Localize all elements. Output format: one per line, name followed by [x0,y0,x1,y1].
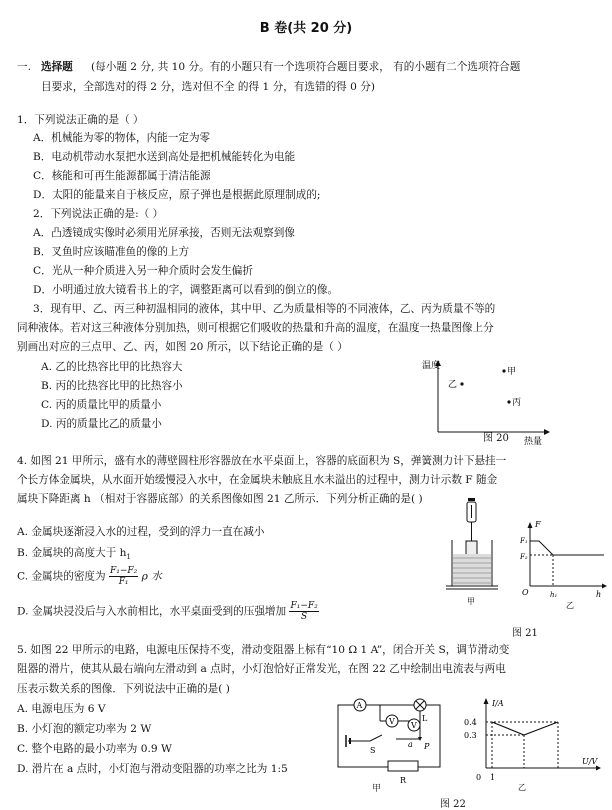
q2-stem: 2．下列说法正确的是:（ ） [33,208,164,220]
fig20-caption: 图 20 [483,433,509,444]
section-heading: 选择题 [41,61,73,73]
fig22-xlabel: U/V [582,757,598,766]
q2-option-d: D．小明通过放大镜看书上的字，调整距离可以看到的倒立的像。 [33,284,339,296]
fig22-tick-04: 0.4 [464,718,477,727]
q5-option-a: A. 电源电压为 6 V [17,703,106,715]
q1-option-b: B．电动机带动水泵把水送到高处是把机械能转化为电能 [33,151,296,163]
fig21-h1-label: h₁ [550,591,558,599]
q4-option-d-fraction [289,601,318,622]
fig22-x-arrow [596,766,601,771]
fig21-f1-label: F₁ [520,537,528,545]
q4-d-denominator: S [301,612,308,622]
q4-option-c-fraction [109,566,138,587]
q5-line1: 5. 如图 22 甲所示的电路，电源电压保持不变，滑动变阻器上标有“10 Ω 1 A”，闭合开关 S，调节滑动变 [17,644,510,656]
fig21-origin: O [522,588,529,597]
q4-option-d-prefix: D. 金属块浸没后与入水前相比，水平桌面受到的压强增加 [17,605,287,618]
q3-line2: 同种液体。若对这三种液体分别加热，则可根据它们吸收的热量和升高的温度，在温度一热量图像上分 [17,322,494,334]
fig21-y-arrow [528,522,533,528]
q4-option-b-text: B. 金属块的高度大于 h [17,547,127,559]
q1-option-a: A．机械能为零的物体，内能一定为零 [33,132,211,144]
voltmeter1-label: V [389,717,395,726]
fig21-caption: 图 21 [512,628,538,639]
rheostat-label: R [400,776,407,785]
fig21-label-yi: 乙 [566,601,574,610]
q5-option-d: D. 滑片在 a 点时，小灯泡与滑动变阻器的功率之比为 1:5 [17,763,288,775]
fig21-hook [468,498,475,501]
q5-option-c: C. 整个电路的最小功率为 0.9 W [17,743,172,755]
lamp-label: L [422,714,428,723]
fig22-tick-03: 0.3 [464,731,477,740]
point-a-label: a [408,740,413,749]
q4-line2: 个长方体金属块，从水面开始缓慢浸入水中，在金属块未触底且水未溢出的过程中，测力计示数 F 随金 [17,474,498,486]
q1-stem: 1．下列说法正确的是（ ） [17,114,144,126]
fig20-x-arrow [544,429,550,435]
fig22-caption: 图 22 [440,799,466,810]
q3-line3: 别画出对应的三点甲、乙、丙，如图 20 所示，以下结论正确的是（ ） [17,341,348,353]
q4-d-numerator: F₁−F₂ [290,601,318,611]
q3-line1: 3．现有甲、乙、丙三种初温相同的液体，其中甲、乙为质量相等的不同液体，乙、丙为质量不等的 [33,303,496,315]
q3-option-d: D. 丙的质量比乙的质量小 [41,418,162,430]
q4-line1: 4. 如图 21 甲所示，盛有水的薄壁圆柱形容器放在水平桌面上，容器的底面积为 S，弹簧测力计下悬挂一 [17,455,507,467]
section-intro-line2: 目要求，全部选对的得 2 分，选对但不全 的得 1 分，有选错的得 0 分) [41,81,375,93]
fig20-xlabel: 热量 [524,437,543,446]
fig22-label-jia: 甲 [372,784,382,794]
fig20-point-yi [460,382,463,385]
fig21-f2-label: F₂ [520,553,528,561]
figure-22-circuit [334,695,446,787]
q5-option-b: B. 小灯泡的额定功率为 2 W [17,723,152,735]
q1-option-d: D．太阳的能量来自于核反应，原子弹也是根据此原理制成的; [33,189,321,201]
section-number: 一. [17,61,31,73]
q1-option-c: C．核能和可再生能源都属于清洁能源 [33,170,211,182]
q4-option-b-sub: 1 [126,553,131,562]
slider-p-label: P [424,742,430,751]
fig22-ylabel: I/A [492,699,504,708]
fig20-label-bing: 丙 [512,398,522,408]
q5-line3: 压表示数关系的图像．下列说法中正确的是( ) [17,683,230,695]
figure-22-graph [452,694,604,794]
switch-icon [370,735,382,741]
fig20-label-jia: 甲 [507,367,517,377]
fig20-point-jia [502,369,505,372]
q4-c-denominator: F₁ [118,577,129,587]
q3-option-a: A. 乙的比热容比甲的比热容大 [41,361,183,373]
ammeter-label: A [356,701,363,710]
voltmeter2-label: V [411,721,417,730]
q4-c-numerator: F₁−F₂ [110,566,138,576]
q4-option-c-prefix: C. 金属块的密度为 [17,570,106,583]
fig21-label-jia: 甲 [467,597,475,606]
fig22-y-arrow [484,698,489,704]
q4-option-d [17,601,319,622]
q3-option-b: B. 丙的比热容比甲的比热容小 [41,380,183,392]
q2-option-a: A．凸透镜成实像时必须用光屏承接，否则无法观察到像 [33,227,295,239]
fig21-curve [530,541,604,555]
fig20-point-bing [507,400,510,403]
q4-line3: 属块下降距离 h （相对于容器底部）的关系图像如图 21 乙所示．下列分析正确的是( ) [17,493,423,505]
fig22-tick-1: 1 [490,773,496,782]
fig21-ylabel: F [535,520,541,529]
fig21-xlabel: h [596,590,602,599]
fig20-label-yi: 乙 [448,380,458,390]
section-intro-line1: (每小题 2 分, 共 10 分。有的小题只有一个选项符合题目要求， 有的小题有二个选项符合题 [91,61,521,73]
page-title: B 卷(共 20 分) [259,21,353,36]
q4-option-c [17,566,162,587]
q2-option-b: B．叉鱼时应该瞄准鱼的像的上方 [33,246,190,258]
switch-label: S [370,746,376,755]
q5-line2: 阻器的滑片，使其从最右端向左滑动到 a 点时，小灯泡恰好正常发光，在图 22 乙中绘制出电流表与两电 [17,663,506,675]
fig22-label-yi: 乙 [518,783,526,792]
fig22-origin: 0 [476,773,482,782]
fig22-curve [492,722,558,735]
figure-21 [446,496,608,622]
fig21-water [453,554,491,585]
q4-option-c-suffix: ρ 水 [141,570,162,583]
fig21-x-arrow [602,584,607,589]
q2-option-c: C．光从一种介质进入另一种介质时会发生偏折 [33,265,253,277]
q4-option-a: A. 金属块逐渐浸入水的过程，受到的浮力一直在减小 [17,526,265,538]
q4-option-b [17,545,131,561]
rheostat-icon [388,761,418,771]
fig20-ylabel: 温度 [422,361,441,371]
q3-option-c: C. 丙的质量比甲的质量小 [41,399,162,411]
